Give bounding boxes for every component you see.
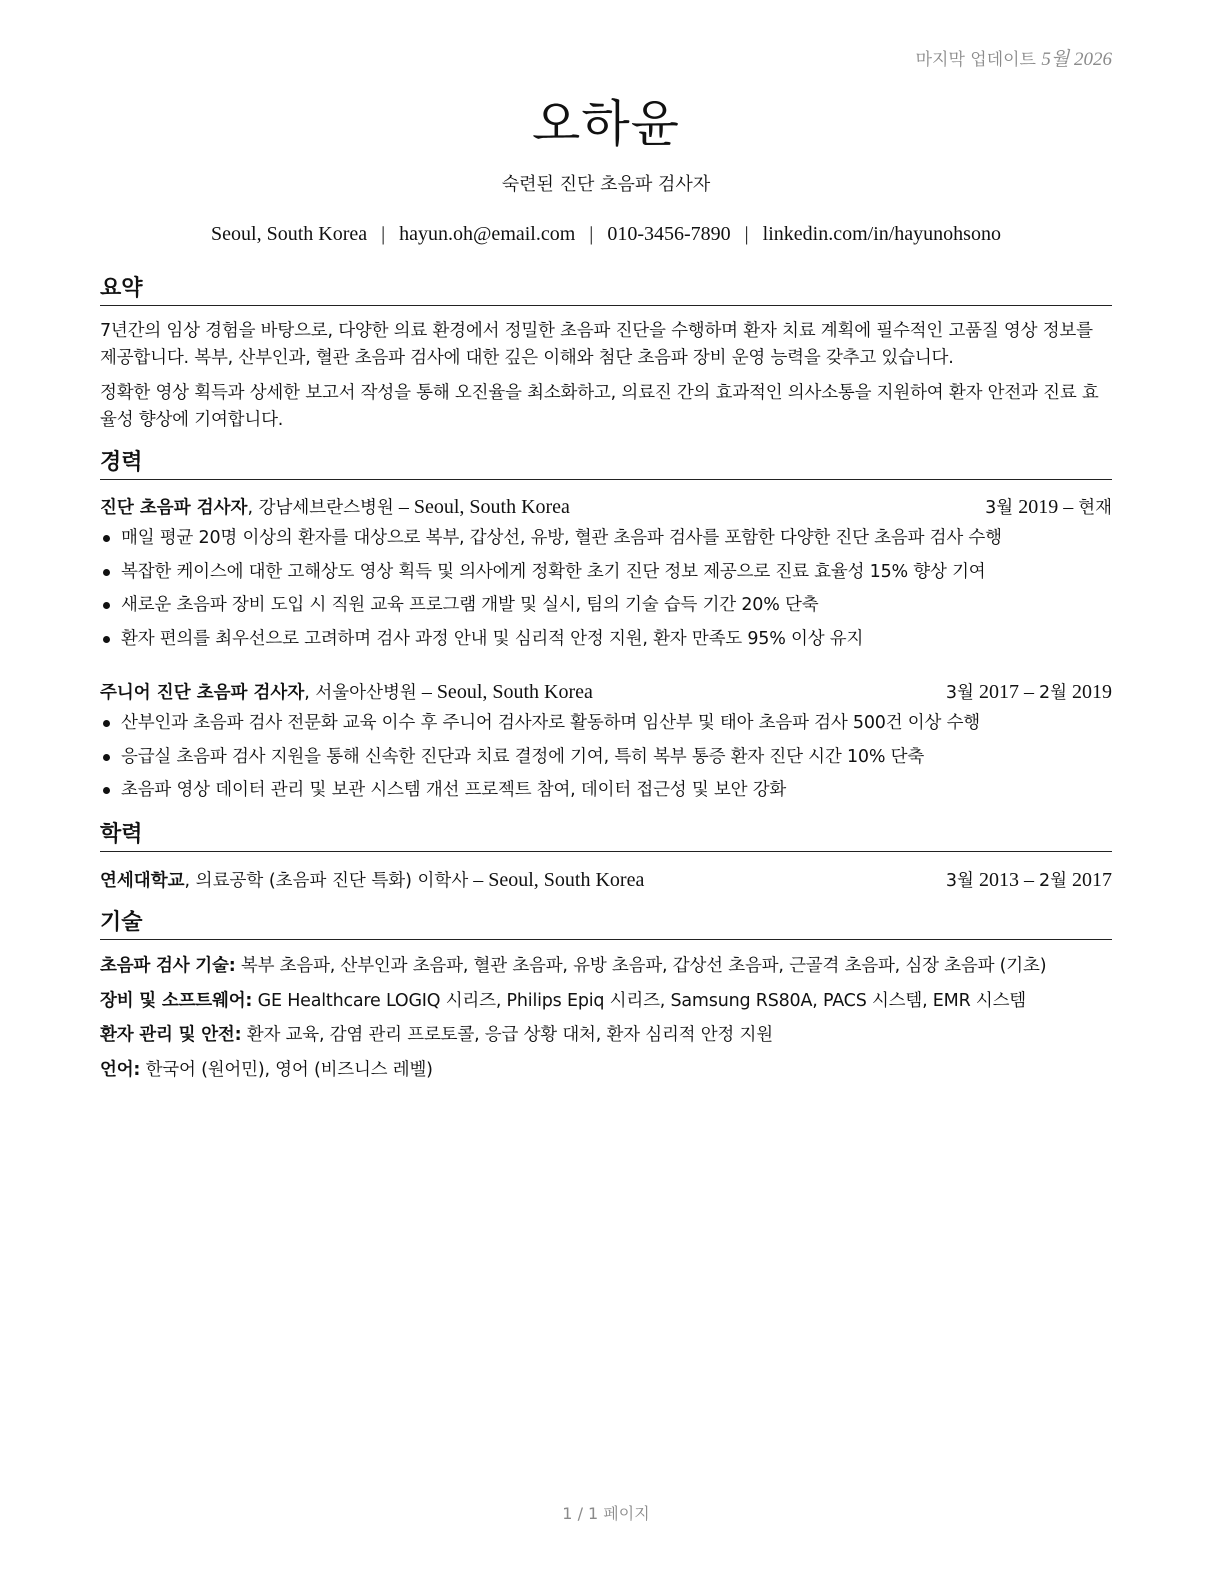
contact-location: Seoul, South Korea xyxy=(211,223,368,245)
skill-label: 초음파 검사 기술: xyxy=(100,956,236,976)
skill-line xyxy=(100,953,1112,979)
degree: 의료공학 (초음파 진단 특화) 이학사 xyxy=(195,871,469,891)
job-header: 진단 초음파 검사자, 강남세브란스병원 – Seoul, South Korea 3월 2019 – 현재 xyxy=(100,494,1112,520)
last-updated-date: 5월 2026 xyxy=(1041,49,1112,70)
candidate-tagline: 숙련된 진단 초음파 검사자 xyxy=(501,174,711,195)
education-location: Seoul, South Korea xyxy=(488,869,645,891)
school-name: 연세대학교 xyxy=(100,871,185,891)
summary-paragraph: 7년간의 임상 경험을 바탕으로, 다양한 의료 환경에서 정밀한 초음파 진단을 수행하며 환자 치료 계획에 필수적인 고품질 영상 정보를 제공합니다. 복부, 산부인과, 혈관 초음파 검사에 대한 깊은 이해와 첨단 초음파 장비 운영 능력을 갖추고 있습니다. xyxy=(100,321,1093,368)
job-location: Seoul, South Korea xyxy=(413,496,570,518)
skill-value: 한국어 (원어민), 영어 (비즈니스 레벨) xyxy=(145,1060,433,1080)
skill-label: 언어: xyxy=(100,1060,141,1080)
contact-line xyxy=(100,223,1112,246)
education-dates: 3월 2013 – 2월 2017 xyxy=(945,869,1112,891)
last-updated xyxy=(916,44,1112,71)
section-title-summary: 요약 xyxy=(100,275,1112,306)
job-bullets xyxy=(100,525,1112,659)
job-bullets xyxy=(100,710,1112,811)
skill-line xyxy=(100,988,1112,1014)
section-title-experience: 경력 xyxy=(100,449,1112,480)
contact-phone[interactable]: 010-3456-7890 xyxy=(607,223,731,245)
job-header: 주니어 진단 초음파 검사자, 서울아산병원 – Seoul, South Korea 3월 2017 – 2월 2019 xyxy=(100,679,1112,705)
job-role: 주니어 진단 초음파 검사자 xyxy=(100,683,305,703)
list-item: 환자 편의를 최우선으로 고려하며 검사 과정 안내 및 심리적 안정 지원, 환자 만족도 95% 이상 유지 xyxy=(100,626,1112,660)
contact-email[interactable]: hayun.oh@email.com xyxy=(399,223,576,245)
list-item: 산부인과 초음파 검사 전문화 교육 이수 후 주니어 검사자로 활동하며 임산부 및 태아 초음파 검사 500건 이상 수행 xyxy=(100,710,1112,744)
candidate-name: 오하윤 xyxy=(532,95,680,153)
section-title-education: 학력 xyxy=(100,821,1112,852)
skill-line xyxy=(100,1057,1112,1083)
contact-separator: | xyxy=(589,223,594,245)
last-updated-label: 마지막 업데이트 xyxy=(915,50,1036,70)
resume-page xyxy=(100,0,1112,1584)
section-title-skills: 기술 xyxy=(100,909,1112,940)
skill-value: GE Healthcare LOGIQ 시리즈, Philips Epiq 시리즈, Samsung RS80A, PACS 시스템, EMR 시스템 xyxy=(257,991,1027,1011)
list-item: 매일 평균 20명 이상의 환자를 대상으로 복부, 갑상선, 유방, 혈관 초음파 검사를 포함한 다양한 진단 초음파 검사 수행 xyxy=(100,525,1112,559)
skill-value: 복부 초음파, 산부인과 초음파, 혈관 초음파, 유방 초음파, 갑상선 초음파, 근골격 초음파, 심장 초음파 (기초) xyxy=(240,956,1047,976)
list-item: 복잡한 케이스에 대한 고해상도 영상 획득 및 의사에게 정확한 초기 진단 정보 제공으로 진료 효율성 15% 향상 기여 xyxy=(100,559,1112,593)
summary-paragraph: 정확한 영상 획득과 상세한 보고서 작성을 통해 오진율을 최소화하고, 의료진 간의 효과적인 의사소통을 지원하여 환자 안전과 진료 효율성 향상에 기여합니다. xyxy=(100,383,1099,430)
contact-linkedin[interactable]: linkedin.com/in/hayunohsono xyxy=(762,223,1001,245)
job-location: Seoul, South Korea xyxy=(436,681,593,703)
job-role: 진단 초음파 검사자 xyxy=(100,498,248,518)
job-organization: 서울아산병원 xyxy=(315,683,417,703)
skill-label: 환자 관리 및 안전: xyxy=(100,1025,242,1045)
job-dates: 3월 2017 – 2월 2019 xyxy=(945,681,1112,703)
job-dates: 3월 2019 – 현재 xyxy=(985,496,1112,518)
page-indicator: 1 / 1 페이지 xyxy=(562,1504,650,1523)
skill-value: 환자 교육, 감염 관리 프로토콜, 응급 상황 대처, 환자 심리적 안정 지원 xyxy=(246,1025,773,1045)
list-item: 초음파 영상 데이터 관리 및 보관 시스템 개선 프로젝트 참여, 데이터 접근성 및 보안 강화 xyxy=(100,777,1112,811)
contact-separator: | xyxy=(381,223,386,245)
list-item: 새로운 초음파 장비 도입 시 직원 교육 프로그램 개발 및 실시, 팀의 기술 습득 기간 20% 단축 xyxy=(100,592,1112,626)
education-entry: 연세대학교, 의료공학 (초음파 진단 특화) 이학사 – Seoul, South Korea 3월 2013 – 2월 2017 xyxy=(100,867,1112,893)
contact-separator: | xyxy=(744,223,749,245)
skill-line xyxy=(100,1022,1112,1048)
job-organization: 강남세브란스병원 xyxy=(258,498,394,518)
list-item: 응급실 초음파 검사 지원을 통해 신속한 진단과 치료 결정에 기여, 특히 복부 통증 환자 진단 시간 10% 단축 xyxy=(100,744,1112,778)
skill-label: 장비 및 소프트웨어: xyxy=(100,991,253,1011)
